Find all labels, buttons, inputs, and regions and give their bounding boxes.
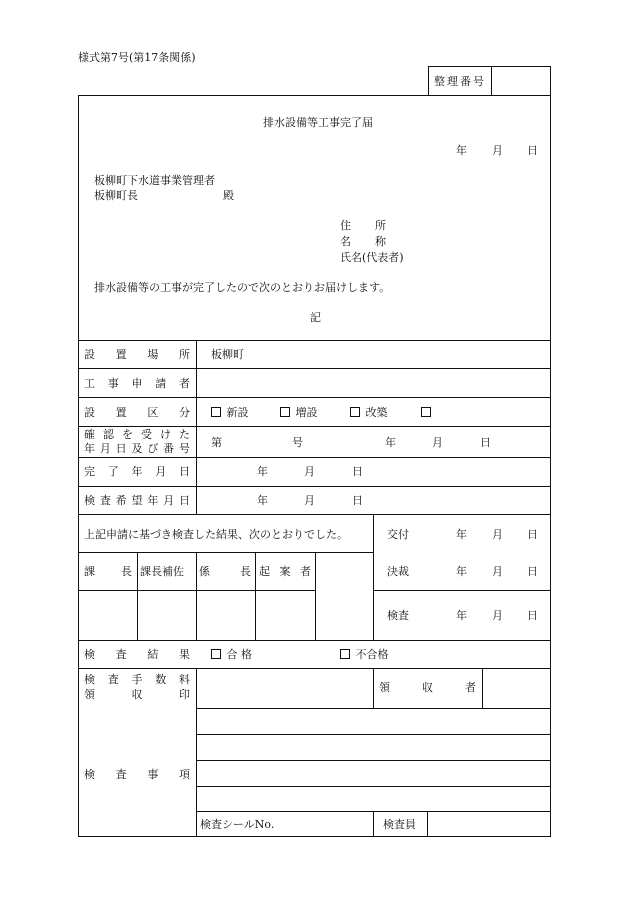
wish-year: 年 [257,494,268,507]
applicant-label: 工 事 申 請 者 [84,377,190,390]
applicant-address-label: 住 所 [340,219,386,232]
form-frame [78,95,551,837]
wish-month: 月 [304,494,315,507]
result-fail[interactable]: 不合格 [340,648,389,661]
confirm-month: 月 [432,436,443,449]
confirm-label-line1: 確 認 を 受 け た [84,428,190,441]
date-day: 日 [527,144,538,157]
confirm-dai: 第 [211,436,222,449]
seal-no-label: 検査シールNo. [200,818,275,831]
addressee-honorific: 殿 [223,189,234,202]
category-expand[interactable]: 増設 [280,406,318,419]
wish-day: 日 [352,494,363,507]
result-pass[interactable]: 合 格 [211,648,252,661]
kofu-label: 交付 [387,528,409,541]
approver-kiansha: 起 案 者 [259,565,311,578]
category-other[interactable] [421,406,433,419]
kessai-label: 決裁 [387,565,409,578]
date-year: 年 [456,144,467,157]
inspection-wish-label: 検 査 希 望 年 月 日 [84,494,190,507]
approver-kacho-hosa: 課長補佐 [140,565,184,578]
approver-kacho: 課 長 [84,565,132,578]
addressee-line2: 板柳町長 [94,189,138,202]
kofu-year: 年 [456,528,467,541]
approver-kakaricho: 係 長 [199,565,251,578]
date-month: 月 [492,144,503,157]
reference-number-box [428,66,551,95]
kofu-day: 日 [527,528,538,541]
kofu-month: 月 [492,528,503,541]
applicant-name-label: 名 称 [340,235,386,248]
kensa-month: 月 [492,609,503,622]
form-number: 様式第7号(第17条関係) [78,51,196,64]
addressee-line1: 板柳町下水道事業管理者 [94,174,215,187]
completion-label: 完 了 年 月 日 [84,465,190,478]
kensa-year: 年 [456,609,467,622]
confirm-go: 号 [292,436,303,449]
reference-number-label: 整理番号 [429,67,492,95]
location-label: 設 置 場 所 [84,348,190,361]
completion-year: 年 [257,465,268,478]
inspector-label: 検査員 [383,818,416,831]
confirm-day: 日 [480,436,491,449]
confirm-year: 年 [385,436,396,449]
applicant-rep-label: 氏名(代表者) [340,251,404,264]
inspection-statement: 上記申請に基づき検査した結果、次のとおりでした。 [84,528,348,541]
completion-day: 日 [352,465,363,478]
statement: 排水設備等の工事が完了したので次のとおりお届けします。 [94,281,391,294]
form-title: 排水設備等工事完了届 [263,116,373,129]
fee-label-line2: 領 収 印 [84,688,190,701]
completion-month: 月 [304,465,315,478]
confirm-label-line2: 年 月 日 及 び 番 号 [84,442,190,455]
result-label: 検 査 結 果 [84,648,190,661]
category-rebuild[interactable]: 改築 [350,406,388,419]
kensa-day: 日 [527,609,538,622]
category-new[interactable]: 新設 [211,406,249,419]
kessai-year: 年 [456,565,467,578]
kessai-month: 月 [492,565,503,578]
category-label: 設 置 区 分 [84,406,190,419]
items-label: 検 査 事 項 [84,768,190,781]
ki-marker: 記 [310,311,321,324]
kensa-label: 検査 [387,609,409,622]
location-value: 板柳町 [211,348,244,361]
receipt-label: 領 収 者 [379,681,476,694]
fee-label-line1: 検 査 手 数 料 [84,673,190,686]
kessai-day: 日 [527,565,538,578]
